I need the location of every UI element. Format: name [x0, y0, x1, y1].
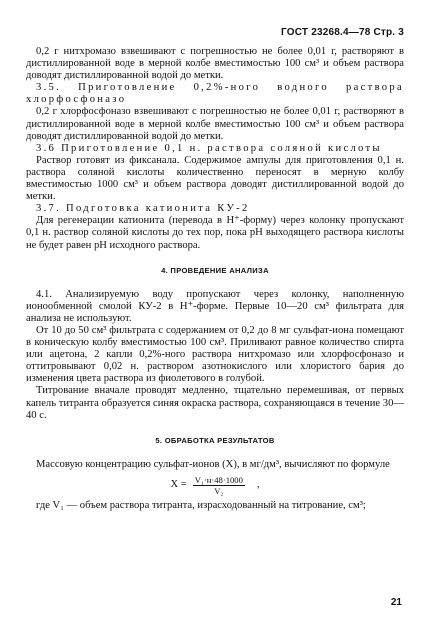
formula-lhs: X =: [170, 479, 187, 491]
subsection-heading: 3.5. Приготовление 0,2%-ного водного раствора хлорфосфоназо: [26, 82, 404, 106]
paragraph: 0,2 г хлорфосфоназо взвешивают с погрешностью не более 0,01 г, растворяют в дистиллированной воде в мерной колбе вместимостью 100 см³ и объем раствора доводят дистиллированной водой до метки.: [26, 106, 404, 142]
paragraph: Раствор готовят из фиксанала. Содержимое ампулы для приготовления 0,1 н. раствора соляной кислоты количественно переносят в мерную колбу вместимостью 1000 см³ и объем раствора доводят дистиллированной водой до метки.: [26, 154, 404, 203]
formula: [26, 475, 404, 496]
section-title: 5. ОБРАБОТКА РЕЗУЛЬТАТОВ: [155, 435, 275, 445]
page-header: ГОСТ 23268.4—78 Стр. 3: [281, 27, 404, 38]
page-number: 21: [390, 597, 402, 608]
paragraph: Титрование вначале проводят медленно, тщательно перемешивая, от первых капель титранта образуется синяя окраска раствора, сохраняющаяся в течение 30—40 с.: [26, 385, 404, 421]
paragraph: От 10 до 50 см³ фильтрата с содержанием от 0,2 до 8 мг сульфат-иона помещают в коническую колбу вместимостью 100 см³. Приливают равное количество спирта или ацетона, 2 капли 0,2%-ного раствора нитхромазо или хлорфосфоназо и оттитровывают 0,02 н. раствором азотнокислого или хлористого бария до изменения цвета раствора из фиолетового в голубой.: [26, 324, 404, 385]
paragraph: Для регенерации катионита (перевода в Н⁺-форму) через колонку пропускают 0,1 н. раствор соляной кислоты до тех пор, пока рН выходящего раствора кислоты не будет равен рН исходного раствора.: [26, 215, 404, 251]
subsection-heading: 3.6 Приготовление 0,1 н. раствора соляной кислоты: [36, 142, 382, 154]
formula-fraction: [193, 475, 245, 496]
paragraph: 0,2 г нитхромазо взвешивают с погрешностью не более 0,01 г, растворяют в дистиллированной воде в мерной колбе вместимостью 100 см³ и объем раствора доводят дистиллированной водой до метки.: [26, 46, 404, 82]
paragraph: где V₁ — объем раствора титранта, израсходованный на титрование, см³;: [36, 499, 366, 511]
section-title: 4. ПРОВЕДЕНИЕ АНАЛИЗА: [161, 265, 269, 275]
subsection-heading: 3.7. Подготовка катионита КУ-2: [36, 203, 250, 215]
formula-numerator: V₁·н·48·1000: [194, 474, 243, 485]
formula-tail: ,: [256, 479, 260, 491]
document-body: [26, 46, 404, 512]
paragraph: Массовую концентрацию сульфат-ионов (X), в мг/дм³, вычисляют по формуле: [36, 458, 390, 470]
paragraph: 4.1. Анализируемую воду пропускают через колонку, наполненную ионообменной смолой КУ-2 в Н⁺-форме. Первые 10—20 см³ фильтрата для анализа не используют.: [26, 288, 404, 324]
formula-denominator: V₂: [214, 485, 224, 496]
